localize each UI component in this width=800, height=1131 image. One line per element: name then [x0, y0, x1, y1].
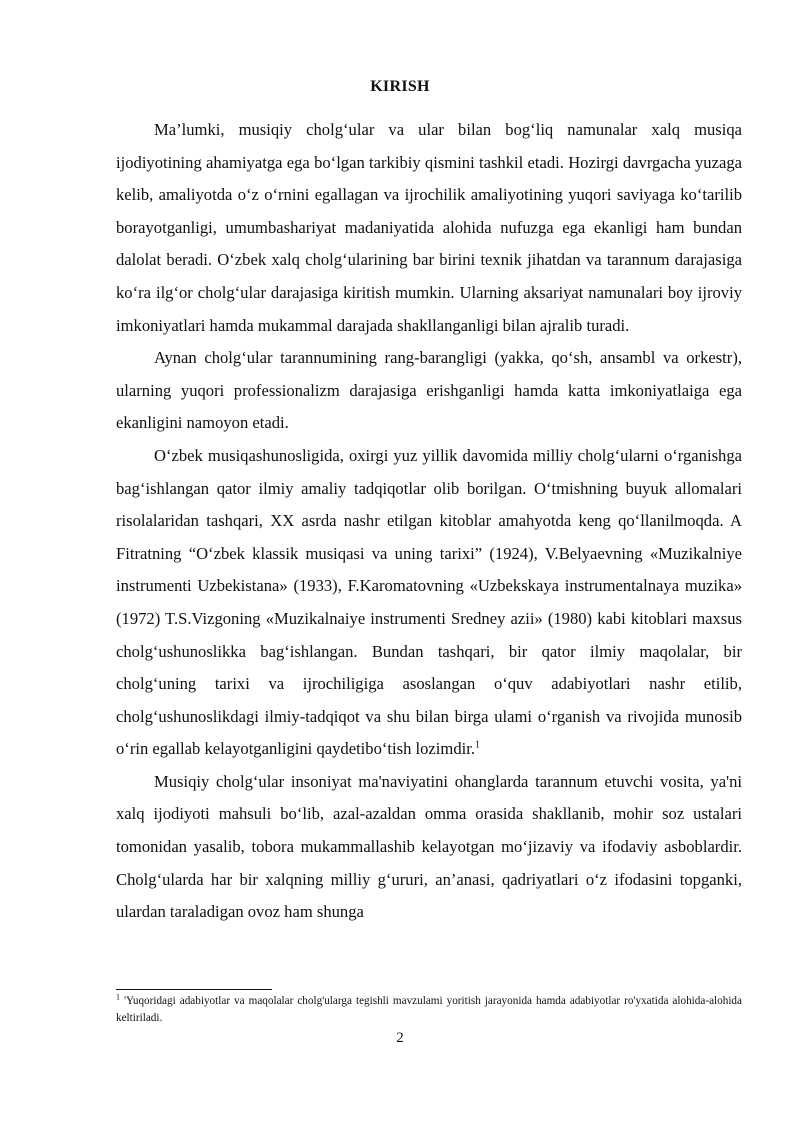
body-text: [116, 114, 742, 929]
paragraph-3-text: O‘zbek musiqashunosligida, oxirgi yuz yillik davomida milliy cholg‘ularni o‘rganishga bag‘ishlangan qator ilmiy amaliy tadqiqotlar olib borilgan. O‘tmishning buyuk allomalari risolalaridan tashqari, XX asrda nashr etilgan kitoblar amahyotda keng qo‘llanilmoqda. A Fitratning “O‘zbek klassik musiqasi va uning tarixi” (1924), V.Belyaevning «Muzikalniye instrumenti Uzbekistana» (1933), F.Karomatovning «Uzbekskaya instrumentalnaya muzika» (1972) T.S.Vizgoning «Muzikalnaiye instrumenti Sredney azii» (1980) kabi kitoblari maxsus cholg‘ushunoslikka bag‘ishlangan. Bundan tashqari, bir qator ilmiy maqolalar, bir cholg‘uning tarixi va ijrochiligiga asoslangan o‘quv adabiyotlari nashr etilib, cholg‘ushunoslikdagi ilmiy-tadqiqot va shu bilan birga ulami o‘rganish va rivojida munosib o‘rin egallab kelayotganligini qaydetibo‘tish lozimdir.: [116, 445, 742, 759]
paragraph-4: Musiqiy cholg‘ular insoniyat ma'naviyatini ohanglarda tarannum etuvchi vosita, ya'ni xalq ijodiyoti mahsuli bo‘lib, azal-azaldan omma orasida shakllanib, mohir soz ustalari tomonidan yasalib, tobora mukammallashib kelayotgan mo‘jizaviy va ifodaviy asboblardir. Cholg‘ularda har bir xalqning milliy g‘ururi, an’anasi, qadriyatlari o‘z ifodasini topganki, ulardan taraladigan ovoz ham shunga: [116, 771, 742, 922]
page-number: 2: [396, 1030, 404, 1046]
footnote-reference[interactable]: 1: [475, 739, 480, 751]
footnote-divider: [116, 989, 272, 990]
paragraph-3: [116, 440, 742, 766]
footnote: [116, 993, 742, 1027]
paragraph-2: Aynan cholg‘ular tarannumining rang-barangligi (yakka, qo‘sh, ansambl va orkestr), ularning yuqori professionalizm darajasiga erishganligi hamda katta imkoniyatlaiga ega ekanligini namoyon etadi.: [116, 348, 742, 433]
footnote-text: 'Yuqoridagi adabiyotlar va maqolalar cholg'ularga tegishli mavzulami yoritish jarayonida hamda adabiyotlar ro'yxatida alohida-alohida keltiriladi.: [116, 995, 742, 1024]
footnote-marker: 1: [116, 992, 120, 1002]
paragraph-1: Ma’lumki, musiqiy cholg‘ular va ular bilan bog‘liq namunalar xalq musiqa ijodiyotining ahamiyatga ega bo‘lgan tarkibiy qismini tashkil etadi. Hozirgi davrgacha yuzaga kelib, amaliyotda o‘z o‘rnini egallagan va ijrochilik amaliyotining yuqori saviyaga ko‘tarilib borayotganligi, umumbashariyat madaniyatida alohida nufuzga ega ekanligi ham bundan dalolat beradi. O‘zbek xalq cholg‘ularining bar birini texnik jihatdan va tarannum darajasiga ko‘ra ilg‘or cholg‘ular darajasiga kiritish mumkin. Ularning aksariyat namunalari boy ijroviy imkoniyatlari hamda mukammal darajada shakllanganligi bilan ajralib turadi.: [116, 120, 742, 335]
section-heading: KIRISH: [370, 78, 430, 95]
